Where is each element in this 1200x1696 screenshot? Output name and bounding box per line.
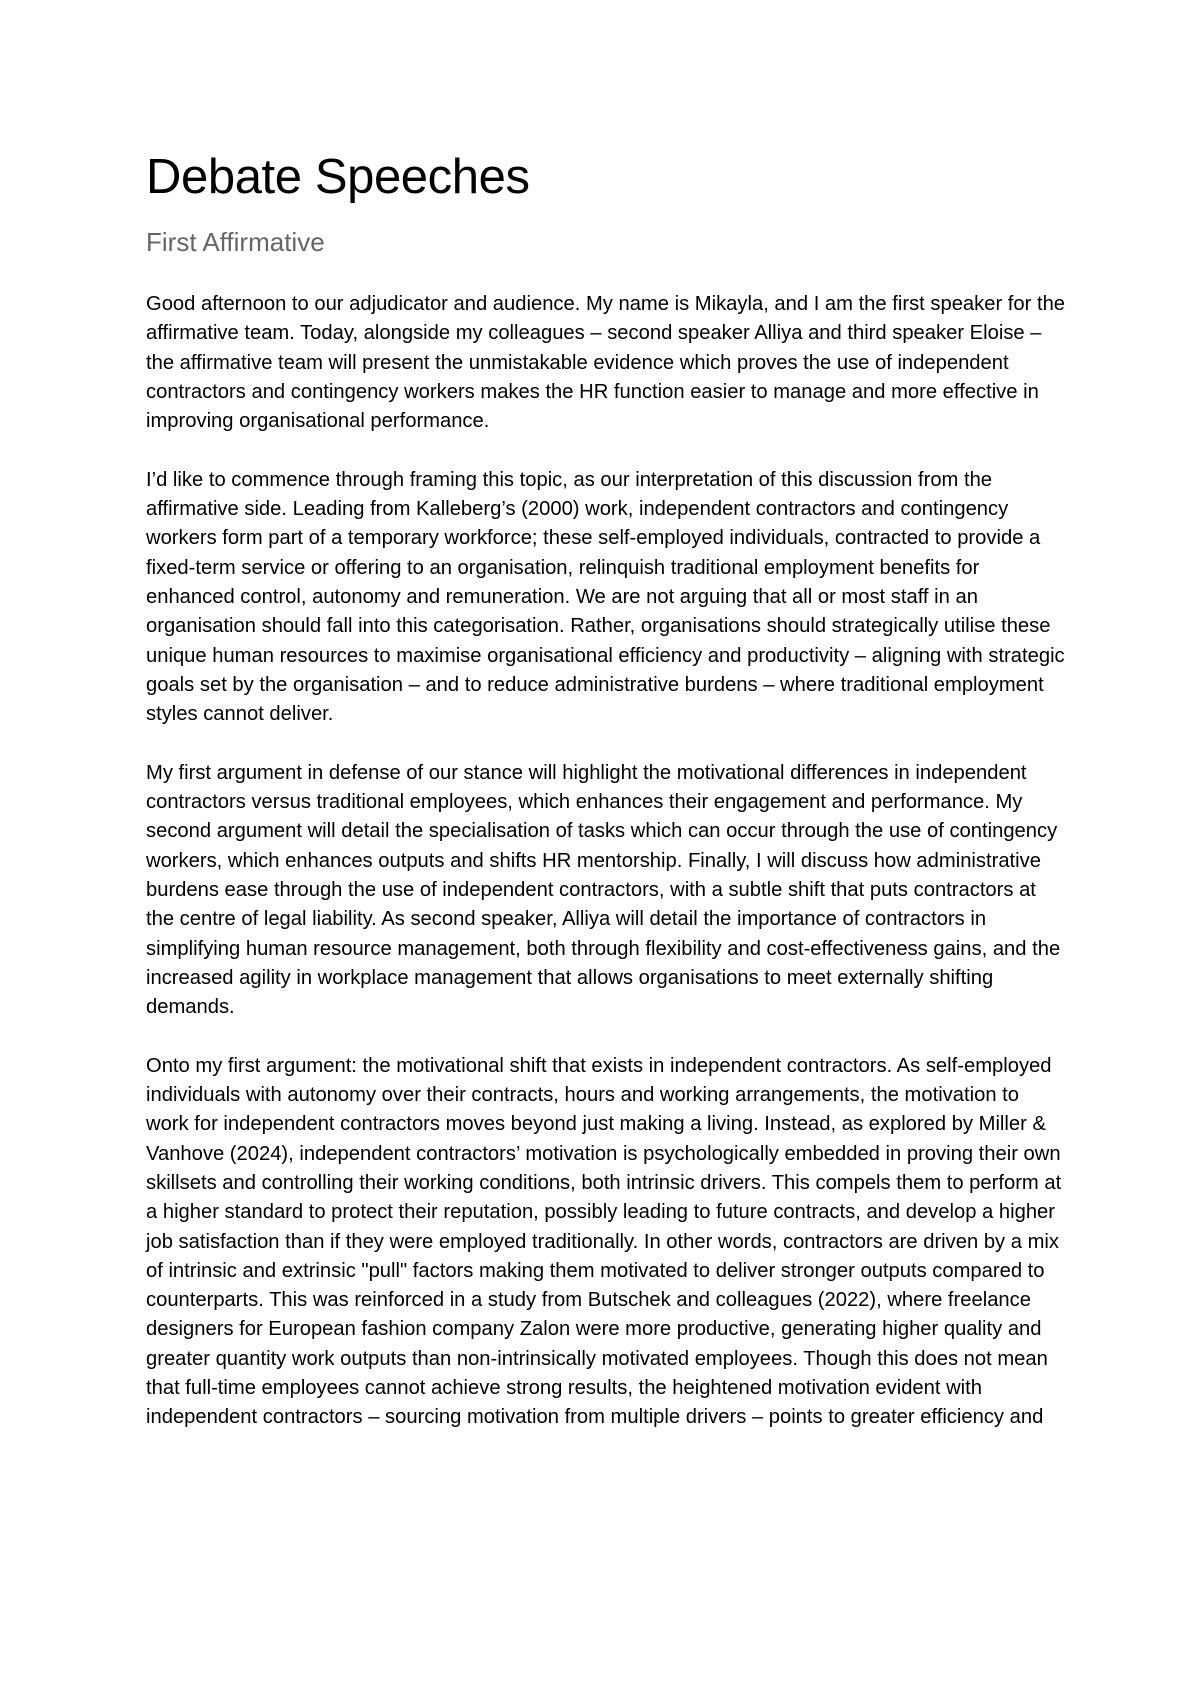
paragraph-first-argument: Onto my first argument: the motivational shift that exists in independent contractors. As self-employed individuals with autonomy over their contracts, hours and working arrangements, the motivation to work for independent contractors moves beyond just making a living. Instead, as explored by Miller & Vanhove (2024), independent contractors’ motivation is psychologically embedded in proving their own skillsets and controlling their working conditions, both intrinsic drivers. This compels them to perform at a higher standard to protect their reputation, possibly leading to future contracts, and develop a higher job satisfaction than if they were employed traditionally. In other words, contractors are driven by a mix of intrinsic and extrinsic "pull" factors making them motivated to deliver stronger outputs compared to counterparts. This was reinforced in a study from Butschek and colleagues (2022), where freelance designers for European fashion company Zalon were more productive, generating higher quality and greater quantity work outputs than non-intrinsically motivated employees. Though this does not mean that full-time employees cannot achieve strong results, the heightened motivation evident with independent contractors – sourcing motivation from multiple drivers – points to greater efficiency and <box>146 1054 1062 1429</box>
document-content <box>146 148 1066 1462</box>
paragraph-outline: My first argument in defense of our stance will highlight the motivational differences in independent contractors versus traditional employees, which enhances their engagement and performance. My second argument will detail the specialisation of tasks which can occur through the use of contingency workers, which enhances outputs and shifts HR mentorship. Finally, I will discuss how administrative burdens ease through the use of independent contractors, with a subtle shift that puts contractors at the centre of legal liability. As second speaker, Alliya will detail the importance of contractors in simplifying human resource management, both through flexibility and cost-effectiveness gains, and the increased agility in workplace management that allows organisations to meet externally shifting demands. <box>146 761 1061 1019</box>
paragraph-intro: Good afternoon to our adjudicator and audience. My name is Mikayla, and I am the first speaker for the affirmative team. Today, alongside my colleagues – second speaker Alliya and third speaker Eloise – the affirmative team will present the unmistakable evidence which proves the use of independent contractors and contingency workers makes the HR function easier to manage and more effective in improving organisational performance. <box>146 293 1066 433</box>
paragraph-framing: I’d like to commence through framing this topic, as our interpretation of this discussion from the affirmative side. Leading from Kalleberg’s (2000) work, independent contractors and contingency workers form part of a temporary workforce; these self-employed individuals, contracted to provide a fixed-term service or offering to an organisation, relinquish traditional employment benefits for enhanced control, autonomy and remuneration. We are not arguing that all or most staff in an organisation should fall into this categorisation. Rather, organisations should strategically utilise these unique human resources to maximise organisational efficiency and productivity – aligning with strategic goals set by the organisation – and to reduce administrative burdens – where traditional employment styles cannot deliver. <box>146 468 1065 726</box>
document-subtitle: First Affirmative <box>146 227 325 257</box>
document-body <box>146 290 1066 1433</box>
document-title: Debate Speeches <box>146 150 530 204</box>
